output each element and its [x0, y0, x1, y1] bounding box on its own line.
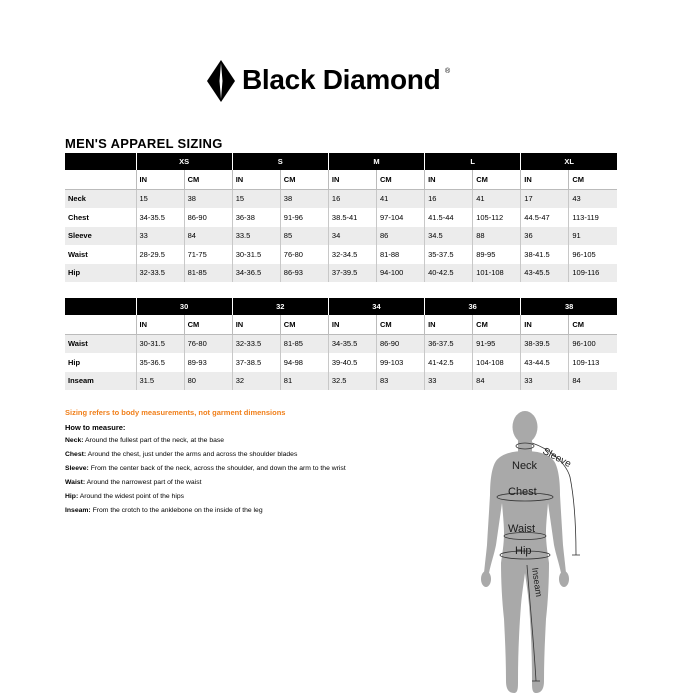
table-cell: 17: [521, 189, 569, 208]
inseam-label: Inseam: [530, 566, 545, 598]
unit-header: CM: [184, 315, 232, 334]
table-cell: 30-31.5: [232, 245, 280, 264]
row-label: Neck: [65, 189, 136, 208]
size-header-row: [65, 298, 617, 315]
diamond-logo-icon: [207, 60, 235, 102]
table-cell: 91-95: [473, 334, 521, 353]
table-cell: 94-98: [280, 353, 328, 372]
table-cell: 99-103: [376, 353, 424, 372]
unit-header-row: [65, 170, 617, 189]
size-header-row: [65, 153, 617, 170]
row-label: Hip: [65, 264, 136, 283]
row-label: Inseam: [65, 372, 136, 391]
table-cell: 32-33.5: [232, 334, 280, 353]
table-cell: 16: [425, 189, 473, 208]
measure-term: Neck:: [65, 437, 84, 444]
row-label: Hip: [65, 353, 136, 372]
table-cell: 32.5: [328, 372, 376, 391]
unit-header: IN: [521, 315, 569, 334]
table-cell: 76-80: [184, 334, 232, 353]
table-cell: 15: [232, 189, 280, 208]
table-cell: 32-34.5: [328, 245, 376, 264]
table-cell: 35-37.5: [425, 245, 473, 264]
table-cell: 33: [521, 372, 569, 391]
header-blank: [65, 153, 136, 170]
size-header: M: [328, 153, 424, 170]
unit-header: IN: [425, 315, 473, 334]
table-cell: 34-35.5: [328, 334, 376, 353]
table-cell: 43-44.5: [521, 353, 569, 372]
neck-label: Neck: [512, 460, 538, 472]
brand-name: Black Diamond: [242, 64, 441, 95]
measure-term: Waist:: [65, 479, 86, 486]
table-cell: 84: [184, 227, 232, 246]
table-cell: 89-95: [473, 245, 521, 264]
measure-sleeve: [65, 465, 346, 472]
table-row: [65, 189, 617, 208]
table-cell: 113-119: [569, 208, 617, 227]
unit-header: CM: [280, 315, 328, 334]
unit-header: CM: [376, 315, 424, 334]
table-cell: 81: [280, 372, 328, 391]
measure-term: Inseam:: [65, 507, 91, 514]
unit-header: IN: [232, 315, 280, 334]
unit-header: IN: [232, 170, 280, 189]
header-blank: [65, 298, 136, 315]
measure-text: Around the chest, just under the arms and across the shoulder blades: [86, 451, 298, 458]
table-cell: 81-85: [280, 334, 328, 353]
measure-text: From the crotch to the anklebone on the inside of the leg: [90, 507, 263, 514]
size-header: L: [425, 153, 521, 170]
table-cell: 33: [425, 372, 473, 391]
table-cell: 38-39.5: [521, 334, 569, 353]
table-row: [65, 208, 617, 227]
unit-header: IN: [136, 170, 184, 189]
size-header: 36: [425, 298, 521, 315]
table-cell: 38-41.5: [521, 245, 569, 264]
table-cell: 38: [184, 189, 232, 208]
unit-header: CM: [473, 315, 521, 334]
page-title: MEN'S APPAREL SIZING: [65, 136, 223, 151]
table-cell: 86-90: [376, 334, 424, 353]
hip-label: Hip: [515, 545, 532, 557]
table-row: [65, 353, 617, 372]
size-header: S: [232, 153, 328, 170]
measure-text: From the center back of the neck, across the shoulder, and down the arm to the wrist: [88, 465, 346, 472]
table-row: [65, 334, 617, 353]
table-cell: 86-90: [184, 208, 232, 227]
sleeve-label: Sleeve: [540, 445, 573, 471]
table-cell: 104-108: [473, 353, 521, 372]
registered-mark: ®: [445, 68, 451, 75]
table-cell: 28-29.5: [136, 245, 184, 264]
table-cell: 34-35.5: [136, 208, 184, 227]
sizing-table-general: [65, 153, 617, 282]
table-cell: 76-80: [280, 245, 328, 264]
size-header: XS: [136, 153, 232, 170]
table-cell: 38.5-41: [328, 208, 376, 227]
table-cell: 91: [569, 227, 617, 246]
table-cell: 43: [569, 189, 617, 208]
measure-text: Around the fullest part of the neck, at the base: [83, 437, 225, 444]
body-measurement-figure: [470, 405, 600, 700]
size-header: 38: [521, 298, 617, 315]
size-header: XL: [521, 153, 617, 170]
waist-label: Waist: [508, 523, 536, 535]
table-cell: 30-31.5: [136, 334, 184, 353]
row-label: Sleeve: [65, 227, 136, 246]
measure-hip: [65, 493, 184, 500]
unit-header: IN: [328, 170, 376, 189]
table-cell: 40-42.5: [425, 264, 473, 283]
table-cell: 39-40.5: [328, 353, 376, 372]
table-cell: 88: [473, 227, 521, 246]
table-cell: 32: [232, 372, 280, 391]
table-cell: 81-85: [184, 264, 232, 283]
measure-neck: [65, 437, 224, 444]
unit-blank: [65, 315, 136, 334]
table-cell: 96-100: [569, 334, 617, 353]
how-to-measure-heading: How to measure:: [65, 423, 126, 432]
table-cell: 32-33.5: [136, 264, 184, 283]
table-cell: 33: [136, 227, 184, 246]
table-cell: 81-88: [377, 245, 425, 264]
sizing-table-pants: [65, 298, 617, 390]
measure-inseam: [65, 507, 263, 514]
row-label: Waist: [65, 245, 136, 264]
table-cell: 86: [377, 227, 425, 246]
table-cell: 86-93: [280, 264, 328, 283]
table-cell: 41.5-44: [425, 208, 473, 227]
table-cell: 84: [473, 372, 521, 391]
row-label: Chest: [65, 208, 136, 227]
table-cell: 41: [377, 189, 425, 208]
table-row: [65, 245, 617, 264]
table-cell: 37-38.5: [232, 353, 280, 372]
table-cell: 85: [280, 227, 328, 246]
table-cell: 16: [328, 189, 376, 208]
table-cell: 105-112: [473, 208, 521, 227]
table-cell: 109-116: [569, 264, 617, 283]
table-cell: 71-75: [184, 245, 232, 264]
unit-header: CM: [569, 170, 617, 189]
size-header: 34: [328, 298, 424, 315]
table-cell: 94-100: [377, 264, 425, 283]
table-row: [65, 372, 617, 391]
unit-header: CM: [280, 170, 328, 189]
table-cell: 84: [569, 372, 617, 391]
table-cell: 36-37.5: [425, 334, 473, 353]
row-label: Waist: [65, 334, 136, 353]
measure-waist: [65, 479, 202, 486]
table-cell: 35-36.5: [136, 353, 184, 372]
table-cell: 89-93: [184, 353, 232, 372]
table-cell: 101-108: [473, 264, 521, 283]
table-cell: 80: [184, 372, 232, 391]
unit-header: IN: [136, 315, 184, 334]
table-cell: 36: [521, 227, 569, 246]
size-header: 30: [136, 298, 232, 315]
table-cell: 96-105: [569, 245, 617, 264]
table-row: [65, 264, 617, 283]
measure-text: Around the widest point of the hips: [78, 493, 185, 500]
table-cell: 109-113: [569, 353, 617, 372]
measure-chest: [65, 451, 297, 458]
unit-header: IN: [425, 170, 473, 189]
sizing-note: Sizing refers to body measurements, not garment dimensions: [65, 408, 286, 417]
table-cell: 37-39.5: [328, 264, 376, 283]
table-row: [65, 227, 617, 246]
unit-header: CM: [377, 170, 425, 189]
measure-term: Sleeve:: [65, 465, 89, 472]
table-cell: 38: [280, 189, 328, 208]
unit-header: IN: [328, 315, 376, 334]
unit-blank: [65, 170, 136, 189]
table-cell: 43-45.5: [521, 264, 569, 283]
chest-label: Chest: [508, 486, 537, 498]
table-cell: 83: [376, 372, 424, 391]
table-cell: 41: [473, 189, 521, 208]
size-header: 32: [232, 298, 328, 315]
measure-term: Hip:: [65, 493, 79, 500]
unit-header: CM: [184, 170, 232, 189]
table-cell: 33.5: [232, 227, 280, 246]
unit-header: CM: [569, 315, 617, 334]
table-cell: 44.5-47: [521, 208, 569, 227]
table-cell: 34: [328, 227, 376, 246]
table-cell: 41-42.5: [425, 353, 473, 372]
table-cell: 34.5: [425, 227, 473, 246]
measure-text: Around the narrowest part of the waist: [85, 479, 202, 486]
table-cell: 97-104: [377, 208, 425, 227]
table-cell: 15: [136, 189, 184, 208]
unit-header: IN: [521, 170, 569, 189]
unit-header: CM: [473, 170, 521, 189]
table-cell: 36-38: [232, 208, 280, 227]
table-cell: 91-96: [280, 208, 328, 227]
table-cell: 34-36.5: [232, 264, 280, 283]
brand-logo: [207, 60, 440, 102]
unit-header-row: [65, 315, 617, 334]
measure-term: Chest:: [65, 451, 87, 458]
table-cell: 31.5: [136, 372, 184, 391]
